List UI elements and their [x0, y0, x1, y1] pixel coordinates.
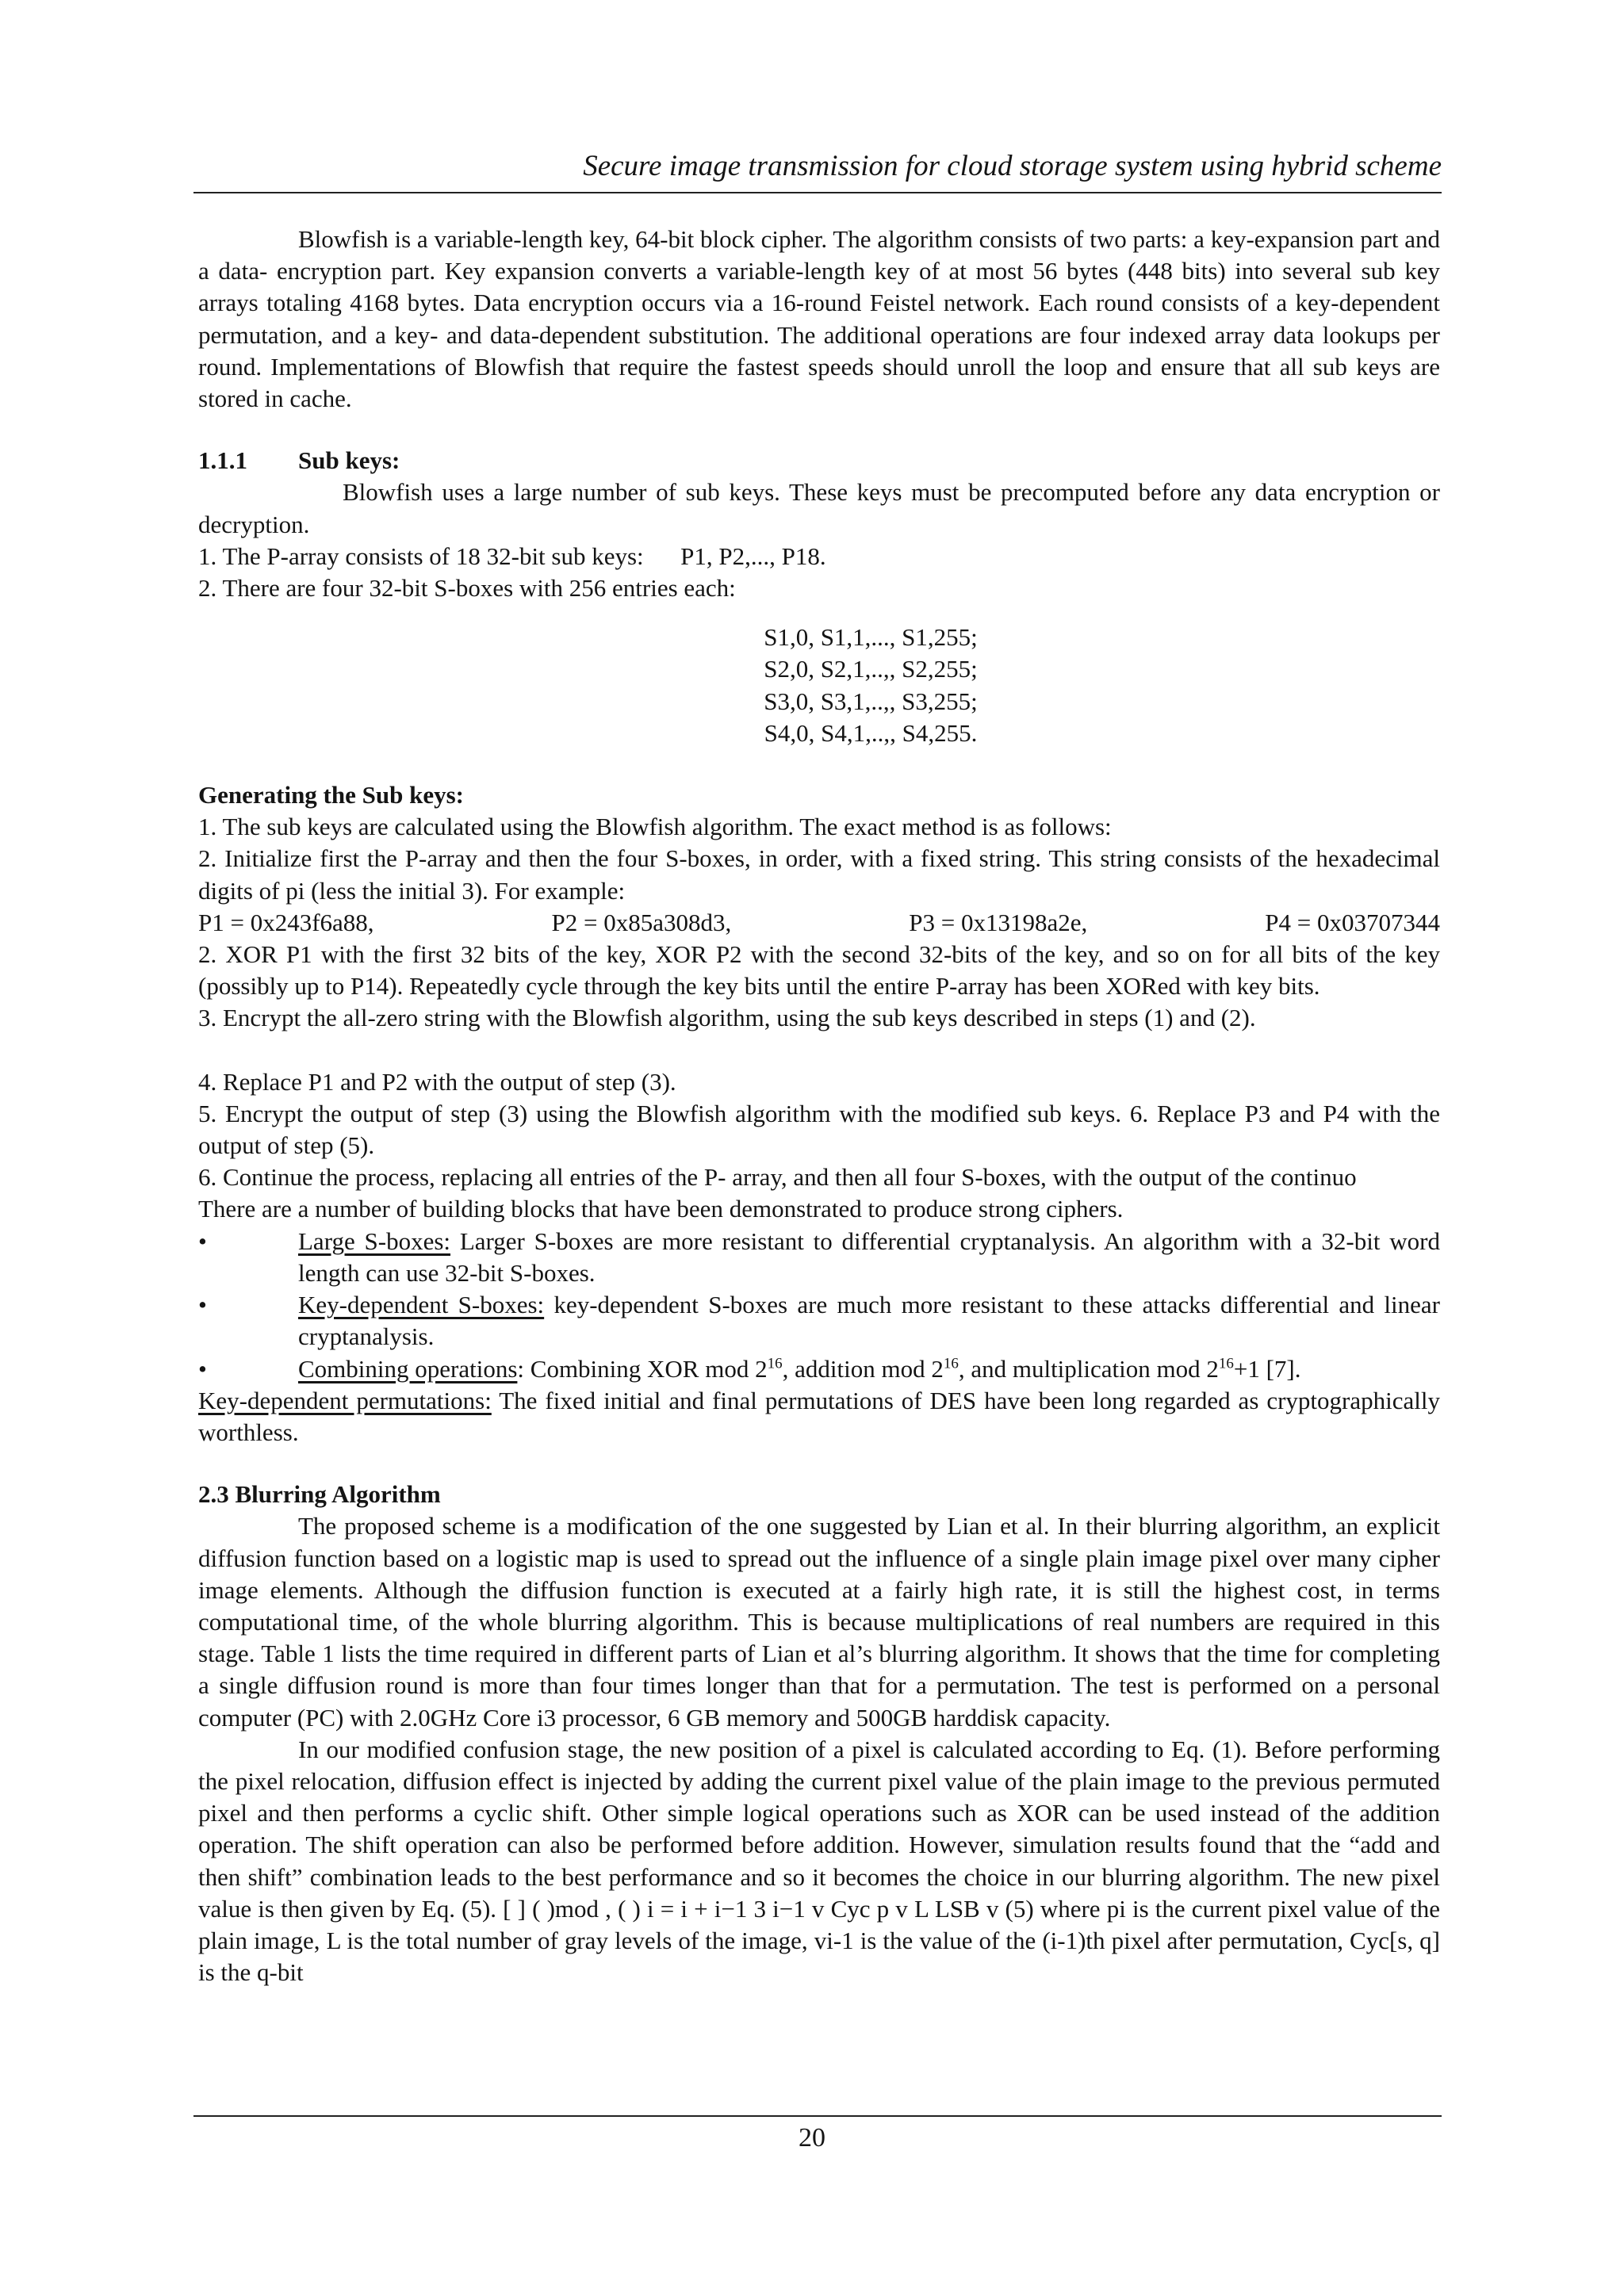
- running-header: Secure image transmission for cloud storage system using hybrid scheme: [583, 150, 1442, 182]
- sub-keys-item-1: 1. The P-array consists of 18 32-bit sub keys: P1, P2,..., P18.: [198, 541, 826, 570]
- section-heading-sub-keys: [198, 445, 1440, 476]
- bullet-label: Combining operations: [298, 1354, 518, 1383]
- permutations-label: Key-dependent permutations:: [198, 1386, 492, 1414]
- exponent: 16: [1218, 1355, 1234, 1372]
- pi-hex-values: [198, 907, 1440, 939]
- blurring-paragraph-1: The proposed scheme is a modification of the one suggested by Lian et al. In their blurring algorithm, an explicit diffusion function based on a logistic map is used to spread out the influence of a single plain image pixel over many cipher image elements. Although the diffusion function is executed at a fairly high rate, it is still the highest cost, in terms computational time, of the whole blurring algorithm. This is because multiplications of real numbers are required in this stage. Table 1 lists the time required in different parts of Lian et al’s blurring algorithm. It shows that the time for completing a single diffusion round is more than four times longer than that for a permutation. The test is performed on a personal computer (PC) with 2.0GHz Core i3 processor, 6 GB memory and 500GB harddisk capacity.: [198, 1512, 1440, 1732]
- blurring-paragraph-2: In our modified confusion stage, the new position of a pixel is calculated according to Eq. (1). Before performing the pixel relocation, diffusion effect is injected by adding the current pixel value of the plain image to the previous permuted pixel and then performs a cyclic shift. Other simple logical operations such as XOR can be used instead of the addition operation. The shift operation can also be performed before addition. However, simulation results found that the “add and then shift” combination leads to the best performance and so it becomes the choice in our blurring algorithm. The new pixel value is then given by Eq. (5). [ ] ( )mod , ( ) i = i + i−1 3 i−1 v Cyc p v L LSB v (5) where pi is the current pixel value of the plain image, L is the total number of gray levels of the image, vi-1 is the value of the (i-1)th pixel after permutation, Cyc[s, q] is the q-bit: [198, 1735, 1440, 1987]
- exponent: 16: [767, 1355, 783, 1372]
- generating-step-1: 1. The sub keys are calculated using the Blowfish algorithm. The exact method is as follows:: [198, 813, 1112, 841]
- bullet-combining-operations: [198, 1353, 1440, 1385]
- building-blocks-sentence: There are a number of building blocks that have been demonstrated to produce strong ciphers.: [198, 1195, 1124, 1223]
- generating-step-2: 2. Initialize first the P-array and then the four S-boxes, in order, with a fixed string. This string consists of the hexadecimal digits of pi (less the initial 3). For example:: [198, 844, 1440, 905]
- sub-keys-item-2: 2. There are four 32-bit S-boxes with 256 entries each:: [198, 574, 736, 603]
- bullet-large-s-boxes: [198, 1226, 1440, 1289]
- section-number: 1.1.1: [198, 446, 247, 475]
- sub-keys-lead: Blowfish uses a large number of sub keys. These keys must be precomputed before any data encryption or decryption.: [198, 478, 1440, 538]
- body-text: [198, 224, 1440, 1988]
- bullet-text: key-dependent S-boxes are much more resistant to these attacks differential and linear cryptanalysis.: [298, 1291, 1440, 1351]
- bullet-text: , addition mod 2: [782, 1354, 944, 1383]
- intro-paragraph: Blowfish is a variable-length key, 64-bit block cipher. The algorithm consists of two parts: a key-expansion part and a data- encryption part. Key expansion converts a variable-length key of at most 56 bytes (448 bits) into several sub key arrays totaling 4168 bytes. Data encryption occurs via a 16-round Feistel network. Each round consists of a key-dependent permutation, and a key- and data-dependent substitution. The additional operations are four indexed array data lookups per round. Implementations of Blowfish that require the fastest speeds should unroll the loop and ensure that all sub keys are stored in cache.: [198, 225, 1440, 413]
- s-box-list: [198, 622, 1440, 749]
- generating-step-3: 3. Encrypt the all-zero string with the Blowfish algorithm, using the sub keys described in steps (1) and (2).: [198, 1004, 1256, 1032]
- bullet-text: : Combining XOR mod 2: [517, 1354, 768, 1383]
- page-number: 20: [799, 2123, 825, 2152]
- bullet-text: , and multiplication mod 2: [958, 1354, 1219, 1383]
- generating-step-5: 5. Encrypt the output of step (3) using the Blowfish algorithm with the modified sub keys. 6. Replace P3 and P4 with the output of step (5).: [198, 1099, 1440, 1160]
- header-rule: [193, 192, 1442, 193]
- s-box-line: S4,0, S4,1,..,, S4,255.: [764, 718, 978, 747]
- bullet-key-dependent-s-boxes: [198, 1289, 1440, 1353]
- s-box-line: S1,0, S1,1,..., S1,255;: [764, 623, 978, 652]
- blurring-heading: 2.3 Blurring Algorithm: [198, 1480, 441, 1509]
- s-box-line: S3,0, S3,1,..,, S3,255;: [764, 687, 978, 715]
- bullet-label: Key-dependent S-boxes:: [298, 1291, 545, 1319]
- generating-step-4: 4. Replace P1 and P2 with the output of step (3).: [198, 1067, 676, 1096]
- generating-heading: Generating the Sub keys:: [198, 781, 464, 809]
- bullet-text: +1 [7].: [1233, 1354, 1301, 1383]
- generating-step-2b: 2. XOR P1 with the first 32 bits of the key, XOR P2 with the second 32-bits of the key, and so on for all bits of the key (possibly up to P14). Repeatedly cycle through the key bits until the entire P-array has been XORed with key bits.: [198, 940, 1440, 1001]
- s-box-line: S2,0, S2,1,..,, S2,255;: [764, 655, 978, 683]
- bullet-icon: •: [198, 1354, 207, 1383]
- bullet-icon: •: [198, 1226, 207, 1255]
- hex-p4: P4 = 0x03707344: [1265, 908, 1440, 936]
- bullet-text: Larger S-boxes are more resistant to differential cryptanalysis. An algorithm with a 32-bit word length can use 32-bit S-boxes.: [298, 1226, 1441, 1287]
- hex-p2: P2 = 0x85a308d3,: [551, 908, 732, 936]
- section-title: Sub keys:: [298, 446, 400, 475]
- hex-p1: P1 = 0x243f6a88,: [198, 908, 374, 936]
- bullet-label: Large S-boxes:: [298, 1226, 451, 1255]
- footer-rule: [193, 2115, 1442, 2117]
- exponent: 16: [943, 1355, 959, 1372]
- generating-step-6: 6. Continue the process, replacing all entries of the P- array, and then all four S-boxes, with the output of the continuo: [198, 1163, 1357, 1192]
- bullet-icon: •: [198, 1291, 207, 1319]
- key-dependent-permutations: [198, 1385, 1440, 1448]
- permutations-text: The fixed initial and final permutations of DES have been long regarded as cryptographically worthless.: [198, 1386, 1440, 1446]
- hex-p3: P3 = 0x13198a2e,: [909, 908, 1088, 936]
